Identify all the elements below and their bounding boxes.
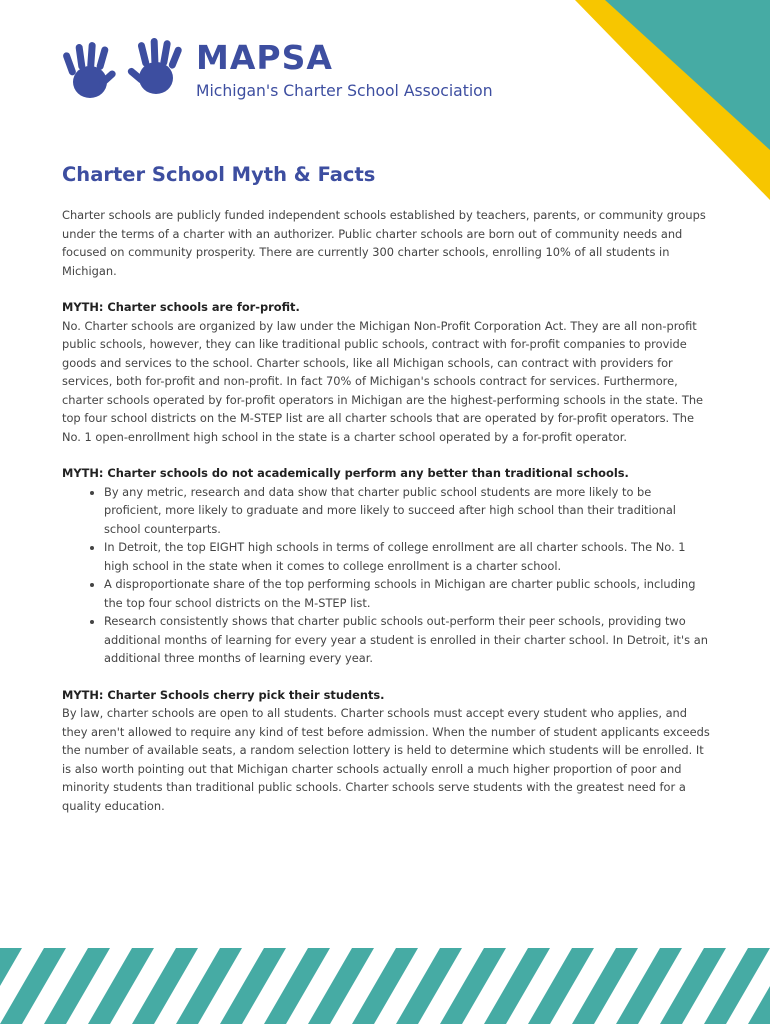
page-title: Charter School Myth & Facts <box>62 163 376 186</box>
list-item: • Research consistently shows that charter public schools out-perform their peer schools, providing two additional months of learning for every year a student is enrolled in their charter school. In Detroit, it's an additional three months of learning every year. <box>104 612 710 668</box>
brand-name: MAPSA <box>196 38 333 77</box>
document-body <box>62 160 710 833</box>
list-item: • A disproportionate share of the top performing schools in Michigan are charter public schools, including the top four school districts on the M-STEP list. <box>104 575 710 612</box>
myth-heading: MYTH: Charter schools are for-profit. <box>62 300 300 314</box>
myth-heading: MYTH: Charter schools do not academically perform any better than traditional schools. <box>62 466 629 480</box>
myth-section-for-profit <box>62 298 710 446</box>
myth-section-cherry-pick <box>62 686 710 816</box>
logo <box>60 38 520 118</box>
myth-section-performance <box>62 464 710 668</box>
myth-answer: No. Charter schools are organized by law under the Michigan Non-Profit Corporation Act. They are all non-profit public schools, however, they can like traditional public schools, contract with for-profit companies to provide goods and services to the school. Charter schools, like all Michigan schools, can contract with providers for services, both for-profit and non-profit. In fact 70% of Michigan's schools contract for services. Furthermore, charter schools operated by for-profit operators in Michigan are the highest-performing schools in the state. The top four school districts on the M-STEP list are all charter schools that are operated by for-profit operators. The No. 1 open-enrollment high school in the state is a charter school operated by a for-profit operator. <box>62 318 704 444</box>
intro-paragraph: Charter schools are publicly funded independent schools established by teachers, parents, or community groups under the terms of a charter with an authorizer. Public charter schools are born out of community needs and focused on community prosperity. There are currently 300 charter schools, enrolling 10% of all students in Michigan. <box>62 208 706 278</box>
myth-answer: By law, charter schools are open to all students. Charter schools must accept every student who applies, and they aren't allowed to require any kind of test before admission. When the number of student applicants exceeds the number of available seats, a random selection lottery is held to determine which students will be enrolled. It is also worth pointing out that Michigan charter schools actually enroll a much higher proportion of poor and minority students than traditional public schools. Charter schools serve students with the greatest need for a quality education. <box>62 706 710 813</box>
brand-tagline: Michigan's Charter School Association <box>196 82 493 100</box>
list-item: • By any metric, research and data show that charter public school students are more likely to be proficient, more likely to graduate and more likely to succeed after high school than their traditional school counterparts. <box>104 483 710 539</box>
list-item: • In Detroit, the top EIGHT high schools in terms of college enrollment are all charter schools. The No. 1 high school in the state when it comes to college enrollment is a charter school. <box>104 538 710 575</box>
facts-list <box>62 483 710 668</box>
hands-logo-icon <box>60 38 192 106</box>
stripe-footer-decoration <box>0 948 770 1024</box>
myth-heading: MYTH: Charter Schools cherry pick their students. <box>62 687 385 702</box>
